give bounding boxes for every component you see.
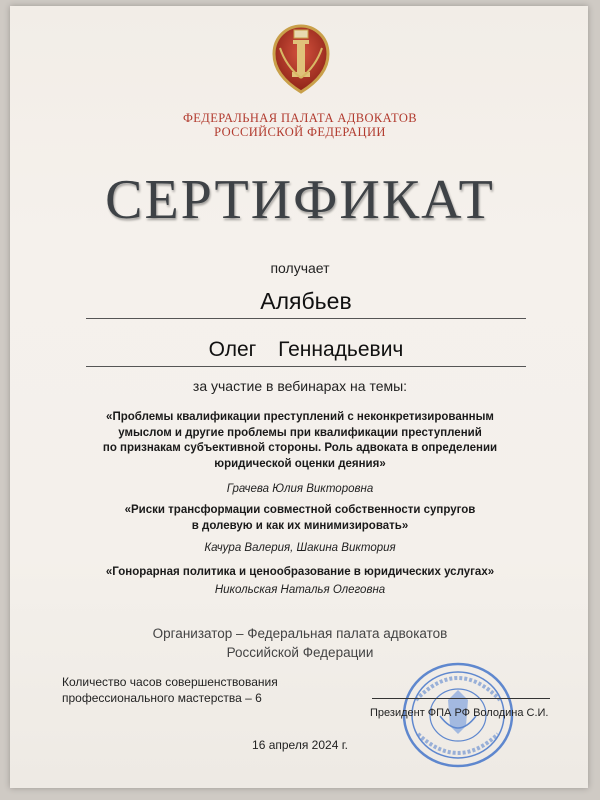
- webinar-speaker-1: Грачева Юлия Викторовна: [226, 483, 374, 495]
- topic-1-line: юридической оценки деяния»: [214, 457, 386, 470]
- training-hours: [62, 674, 322, 706]
- name-underline: [86, 366, 526, 367]
- topic-1-line: «Проблемы квалификации преступлений с неконкретизированным: [106, 411, 494, 423]
- topic-3-line: «Гонорарная политика и ценообразование в юридических услугах»: [105, 566, 495, 578]
- organization-name-line2: РОССИЙСКОЙ ФЕДЕРАЦИИ: [214, 125, 386, 139]
- participation-label: за участие в вебинарах на темы:: [192, 378, 408, 394]
- hours-line: профессионального мастерства – 6: [62, 691, 262, 705]
- webinar-topic-1: [60, 410, 540, 472]
- webinar-speaker-3: Никольская Наталья Олеговна: [214, 584, 386, 596]
- receives-label: получает: [270, 260, 330, 276]
- certificate-title: СЕРТИФИКАТ: [105, 169, 495, 231]
- organizer-block: [0, 624, 600, 662]
- webinar-speaker-2: Качура Валерия, Шакина Виктория: [204, 542, 396, 554]
- webinar-topic-2: [60, 503, 540, 534]
- topic-2-line: в долевую и как их минимизировать»: [191, 519, 409, 532]
- surname-underline: [86, 318, 526, 319]
- organizer-line: Организатор – Федеральная палата адвокатов: [152, 626, 448, 641]
- signature-line: [372, 698, 550, 699]
- recipient-surname: Алябьев: [260, 288, 352, 314]
- organizer-line: Российской Федерации: [226, 645, 374, 660]
- issue-date: 16 апреля 2024 г.: [252, 738, 348, 752]
- hours-line: Количество часов совершенствования: [62, 675, 278, 689]
- topic-1-line: по признакам субъективной стороны. Роль адвоката в определении: [102, 442, 498, 454]
- topic-1-line: умыслом и другие проблемы при квалификации преступлений: [118, 426, 482, 439]
- organization-name-line1: ФЕДЕРАЛЬНАЯ ПАЛАТА АДВОКАТОВ: [182, 111, 418, 125]
- webinar-topic-3: [60, 565, 540, 581]
- recipient-given-name: Олег Геннадьевич: [208, 338, 404, 361]
- topic-2-line: «Риски трансформации совместной собственности супругов: [124, 504, 476, 516]
- president-signature-label: Президент ФПА РФ Володина С.И.: [370, 707, 549, 719]
- chamber-emblem-icon: [266, 22, 336, 96]
